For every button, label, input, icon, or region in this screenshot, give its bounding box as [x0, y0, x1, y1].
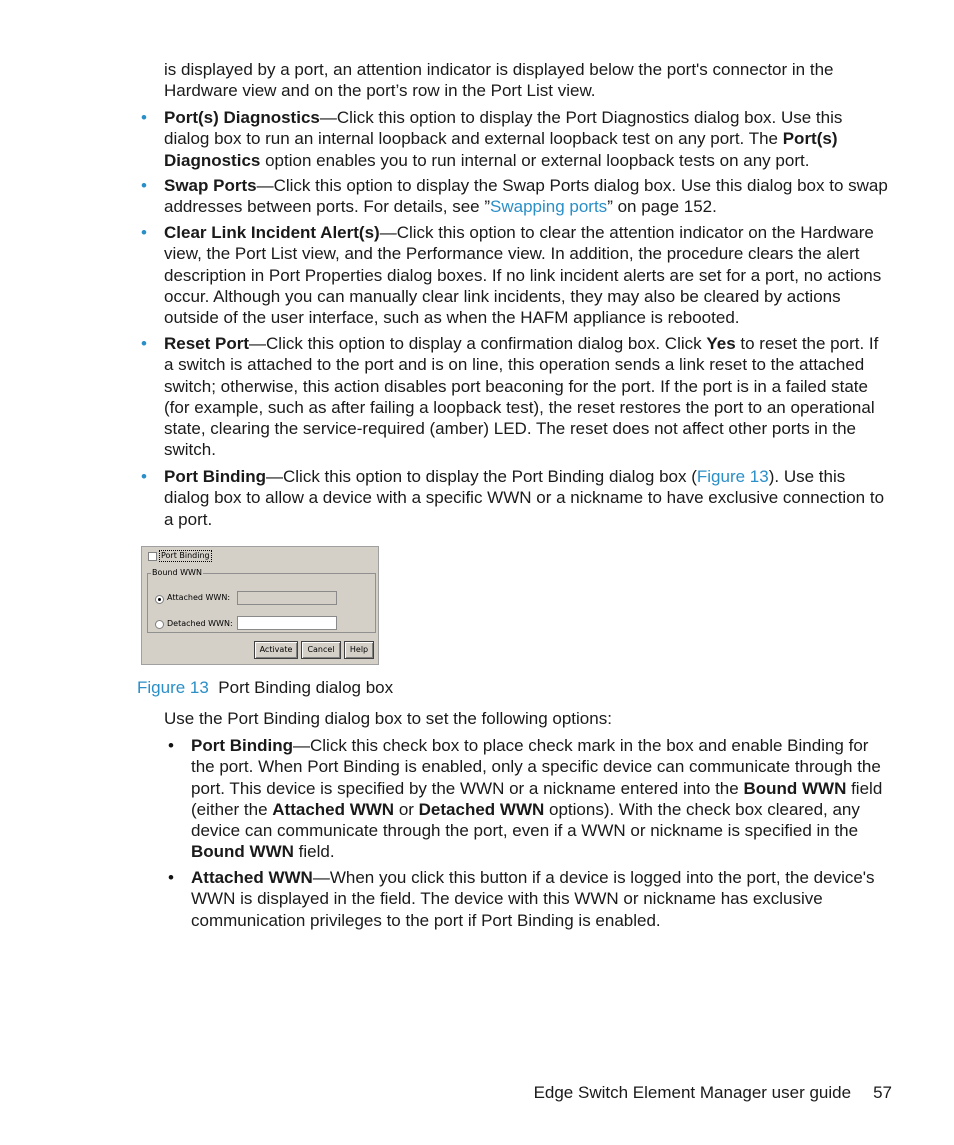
figure-caption: [137, 677, 537, 698]
bullet-marker: •: [141, 467, 147, 486]
port-binding-checkbox[interactable]: [148, 552, 157, 561]
bullet-text: —Click this option to clear the attention indicator on the Hardware view, the Port List view, and the Performance view. In addition, the procedure clears the alert description in Port Properties dialog boxes. If no link incident alerts are set for a port, no actions occur. Although you can manually clear link incidents, they may also be cleared by actions outside of the user interface, such as when the HAFM appliance is rebooted.: [164, 223, 882, 328]
figure-13-link[interactable]: Figure 13: [696, 467, 769, 486]
option-text: options). With the check box cleared, any device can communicate through the port, even if a WWN or nickname is specified in the: [191, 799, 860, 841]
bullet-marker: •: [141, 223, 147, 242]
bullet-text: —Click this option to display the Port Diagnostics dialog box. Use this dialog box to run an internal loopback and external loopback test on any port. The: [164, 108, 843, 149]
attached-wwn-label: Attached WWN:: [167, 593, 231, 602]
help-button[interactable]: Help: [344, 641, 374, 659]
bound-wwn-group-label: Bound WWN: [152, 568, 202, 577]
bullet-text: ). Use this dialog box to allow a device with a specific WWN or a nickname to have exclusive connection to a port.: [164, 467, 885, 529]
port-binding-dialog: [141, 546, 379, 665]
bullet-reset-port: [164, 333, 888, 461]
bullet-marker: •: [141, 334, 147, 353]
bullet-swap-ports: [164, 175, 888, 218]
bullet-title: Port Binding: [164, 467, 266, 486]
option-bold: Detached WWN: [418, 799, 545, 819]
option-text: or: [394, 799, 419, 819]
bullet-title: Clear Link Incident Alert(s): [164, 223, 380, 242]
detached-wwn-label: Detached WWN:: [167, 619, 233, 628]
footer: [534, 1082, 892, 1103]
intro-paragraph: [164, 59, 884, 102]
bullet-bold: Port(s) Diagnostics: [164, 129, 838, 170]
intro-text: is displayed by a port, an attention indicator is displayed below the port's connector in the Hardware view and on the port’s row in the Port List view.: [164, 60, 834, 101]
bullet-marker: •: [141, 108, 147, 127]
attached-wwn-field[interactable]: [237, 591, 337, 605]
bullet-text: ” on page 152.: [607, 197, 717, 217]
option-text: —Click this check box to place check mark in the box and enable Binding for the port. When Port Binding is enabled, only a specific device can communicate through the port. This device is specified by the WWN or a nickname entered into the: [191, 736, 881, 798]
bullet-text: to reset the port. If a switch is attached to the port and is on line, this operation sends a link reset to the attached switch; otherwise, this action disables port beaconing for the port. If the port is in a failed state (for example, such as after failing a loopback test), the reset restores the port to an operational state, clearing the service-required (amber) LED. The reset does not affect other ports in the switch.: [164, 334, 879, 460]
bullet-title: Port(s) Diagnostics: [164, 108, 320, 127]
activate-button[interactable]: Activate: [254, 641, 298, 659]
bullet-bold: Yes: [706, 334, 736, 353]
option-text: field.: [293, 842, 335, 862]
swapping-ports-link[interactable]: Swapping ports: [490, 197, 608, 217]
bullet-text: —Click this option to display the Swap Ports dialog box. Use this dialog box to swap addresses between ports. For details, see ”: [164, 176, 888, 217]
attached-wwn-radio[interactable]: [155, 595, 164, 604]
option-title: Port Binding: [191, 736, 293, 755]
option-port-binding: [191, 735, 889, 863]
bullet-port-diagnostics: [164, 107, 888, 171]
figure-caption-text: Port Binding dialog box: [218, 678, 394, 697]
option-text: field (either the: [191, 778, 883, 819]
option-text: —When you click this button if a device is logged into the port, the device's WWN is displayed in the field. The device with this WWN or nickname has exclusive communication privileges to the port if Port Binding is enabled.: [191, 868, 875, 930]
footer-title: Edge Switch Element Manager user guide: [533, 1083, 852, 1102]
options-intro: Use the Port Binding dialog box to set the following options:: [164, 709, 612, 728]
figure-label: Figure 13: [137, 678, 209, 697]
bullet-title: Swap Ports: [164, 176, 257, 195]
bullet-text: —Click this option to display a confirmation dialog box. Click: [249, 334, 707, 353]
detached-wwn-radio[interactable]: [155, 620, 164, 629]
option-bold: Bound WWN: [191, 842, 294, 862]
radio-selected-dot: [158, 598, 161, 601]
bullet-port-binding: [164, 466, 888, 530]
option-bold: Bound WWN: [743, 778, 847, 798]
bullet-marker: •: [168, 736, 174, 755]
bullet-marker: •: [141, 176, 147, 195]
option-attached-wwn: [191, 867, 889, 931]
bullet-text: —Click this option to display the Port Binding dialog box (: [265, 467, 697, 486]
option-bold: Attached WWN: [272, 799, 395, 819]
page-number: 57: [873, 1083, 892, 1102]
bullet-text: option enables you to run internal or external loopback tests on any port.: [260, 150, 810, 170]
detached-wwn-field[interactable]: [237, 616, 337, 630]
bullet-clear-link-incident: [164, 222, 888, 328]
bullet-marker: •: [168, 868, 174, 887]
bullet-title: Reset Port: [164, 334, 250, 353]
port-binding-checkbox-label: Port Binding: [161, 551, 210, 560]
option-title: Attached WWN: [191, 868, 313, 887]
cancel-button[interactable]: Cancel: [301, 641, 341, 659]
